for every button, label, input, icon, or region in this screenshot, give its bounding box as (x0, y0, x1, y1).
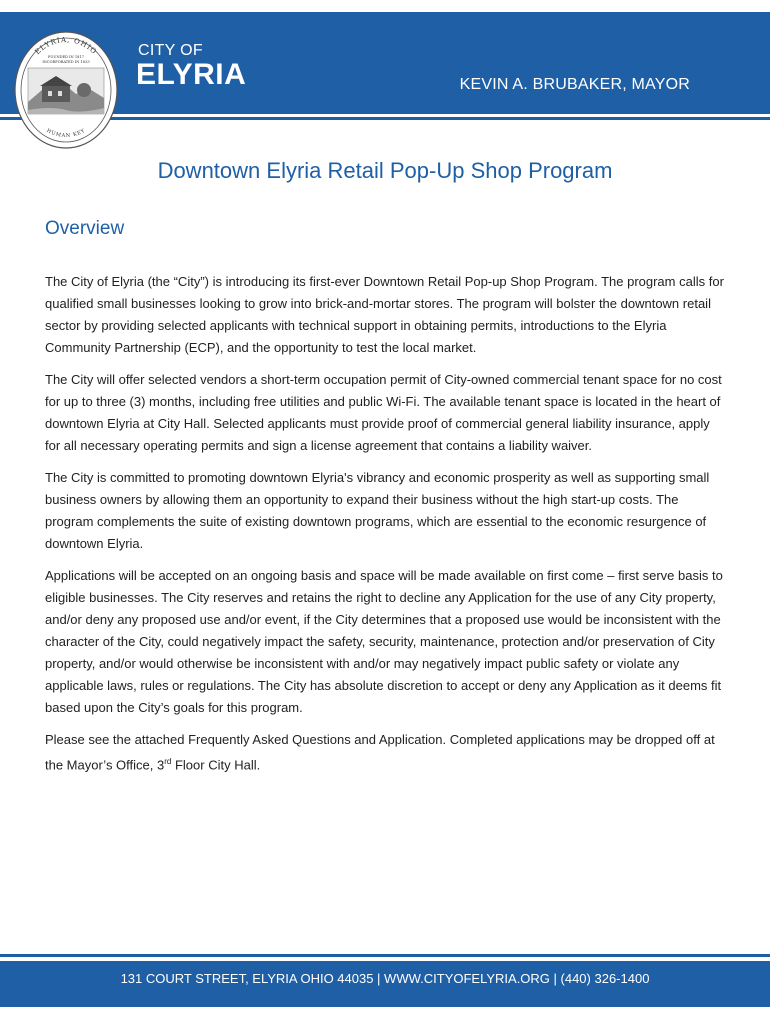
seal-founded-text: FOUNDED IN 1817 (48, 55, 84, 59)
attachments-text-end: Floor City Hall. (171, 757, 261, 773)
seal-incorporated-text: INCORPORATED IN 1833 (42, 60, 90, 64)
paragraph-attachments (45, 729, 725, 776)
body-text (45, 271, 725, 786)
city-seal-icon (12, 28, 120, 152)
paragraph-commitment: The City is committed to promoting downtown Elyria's vibrancy and economic prosperity as well as supporting small business owners by allowing them an opportunity to expand their business without the high start-up costs. The program complements the suite of existing downtown programs, which are essential to the economic resurgence of downtown Elyria. (45, 470, 710, 551)
footer-divider (0, 954, 770, 957)
paragraph-applications: Applications will be accepted on an ongoing basis and space will be made available on first come – first serve basis to eligible businesses. The City reserves and retains the right to decline any Application for the use of any City property, and/or deny any proposed use and/or event, if the City determines that a proposed use would be inconsistent with the character of the City, could negatively impact the safety, security, maintenance, protection and/or preservation of City property, and/or would otherwise be inconsistent with and/or may negatively impact public safety or violate any applicable laws, rules or regulations. The City has absolute discretion to accept or deny any Application as it deems fit based upon the City’s goals for this program. (45, 568, 723, 715)
footer-contact: 131 COURT STREET, ELYRIA OHIO 44035 | WWW.CITYOFELYRIA.ORG | (440) 326-1400 (120, 971, 650, 986)
paragraph-permit: The City will offer selected vendors a short-term occupation permit of City-owned commercial tenant space for no cost for up to three (3) months, including free utilities and public Wi-Fi. The available tenant space is located in the heart of downtown Elyria at City Hall. Selected applicants must provide proof of commercial general liability insurance, apply for all necessary operating permits and sign a license agreement that contains a liability waiver. (45, 372, 722, 453)
seal-top-text: ELYRIA, OHIO (33, 35, 99, 57)
city-name-label: ELYRIA (136, 58, 247, 91)
paragraph-intro: The City of Elyria (the “City”) is introducing its first-ever Downtown Retail Pop-up Shop Program. The program calls for qualified small businesses looking to grow into brick-and-mortar stores. The program will bolster the downtown retail sector by providing selected applicants with technical support in obtaining permits, introductions to the Elyria Community Partnership (ECP), and the opportunity to test the local market. (45, 274, 724, 355)
mayor-name: KEVIN A. BRUBAKER, MAYOR (459, 76, 690, 93)
page-title: Downtown Elyria Retail Pop-Up Shop Program (157, 158, 613, 183)
seal-bottom-text: HUMAN KEY (45, 127, 87, 139)
ordinal-suffix: rd (164, 757, 172, 766)
section-heading-overview: Overview (45, 218, 125, 239)
attachments-text: Please see the attached Frequently Asked Questions and Application. Completed applications may be dropped off at the Mayor’s Office, 3 (45, 732, 715, 773)
city-of-label: CITY OF (138, 42, 203, 59)
